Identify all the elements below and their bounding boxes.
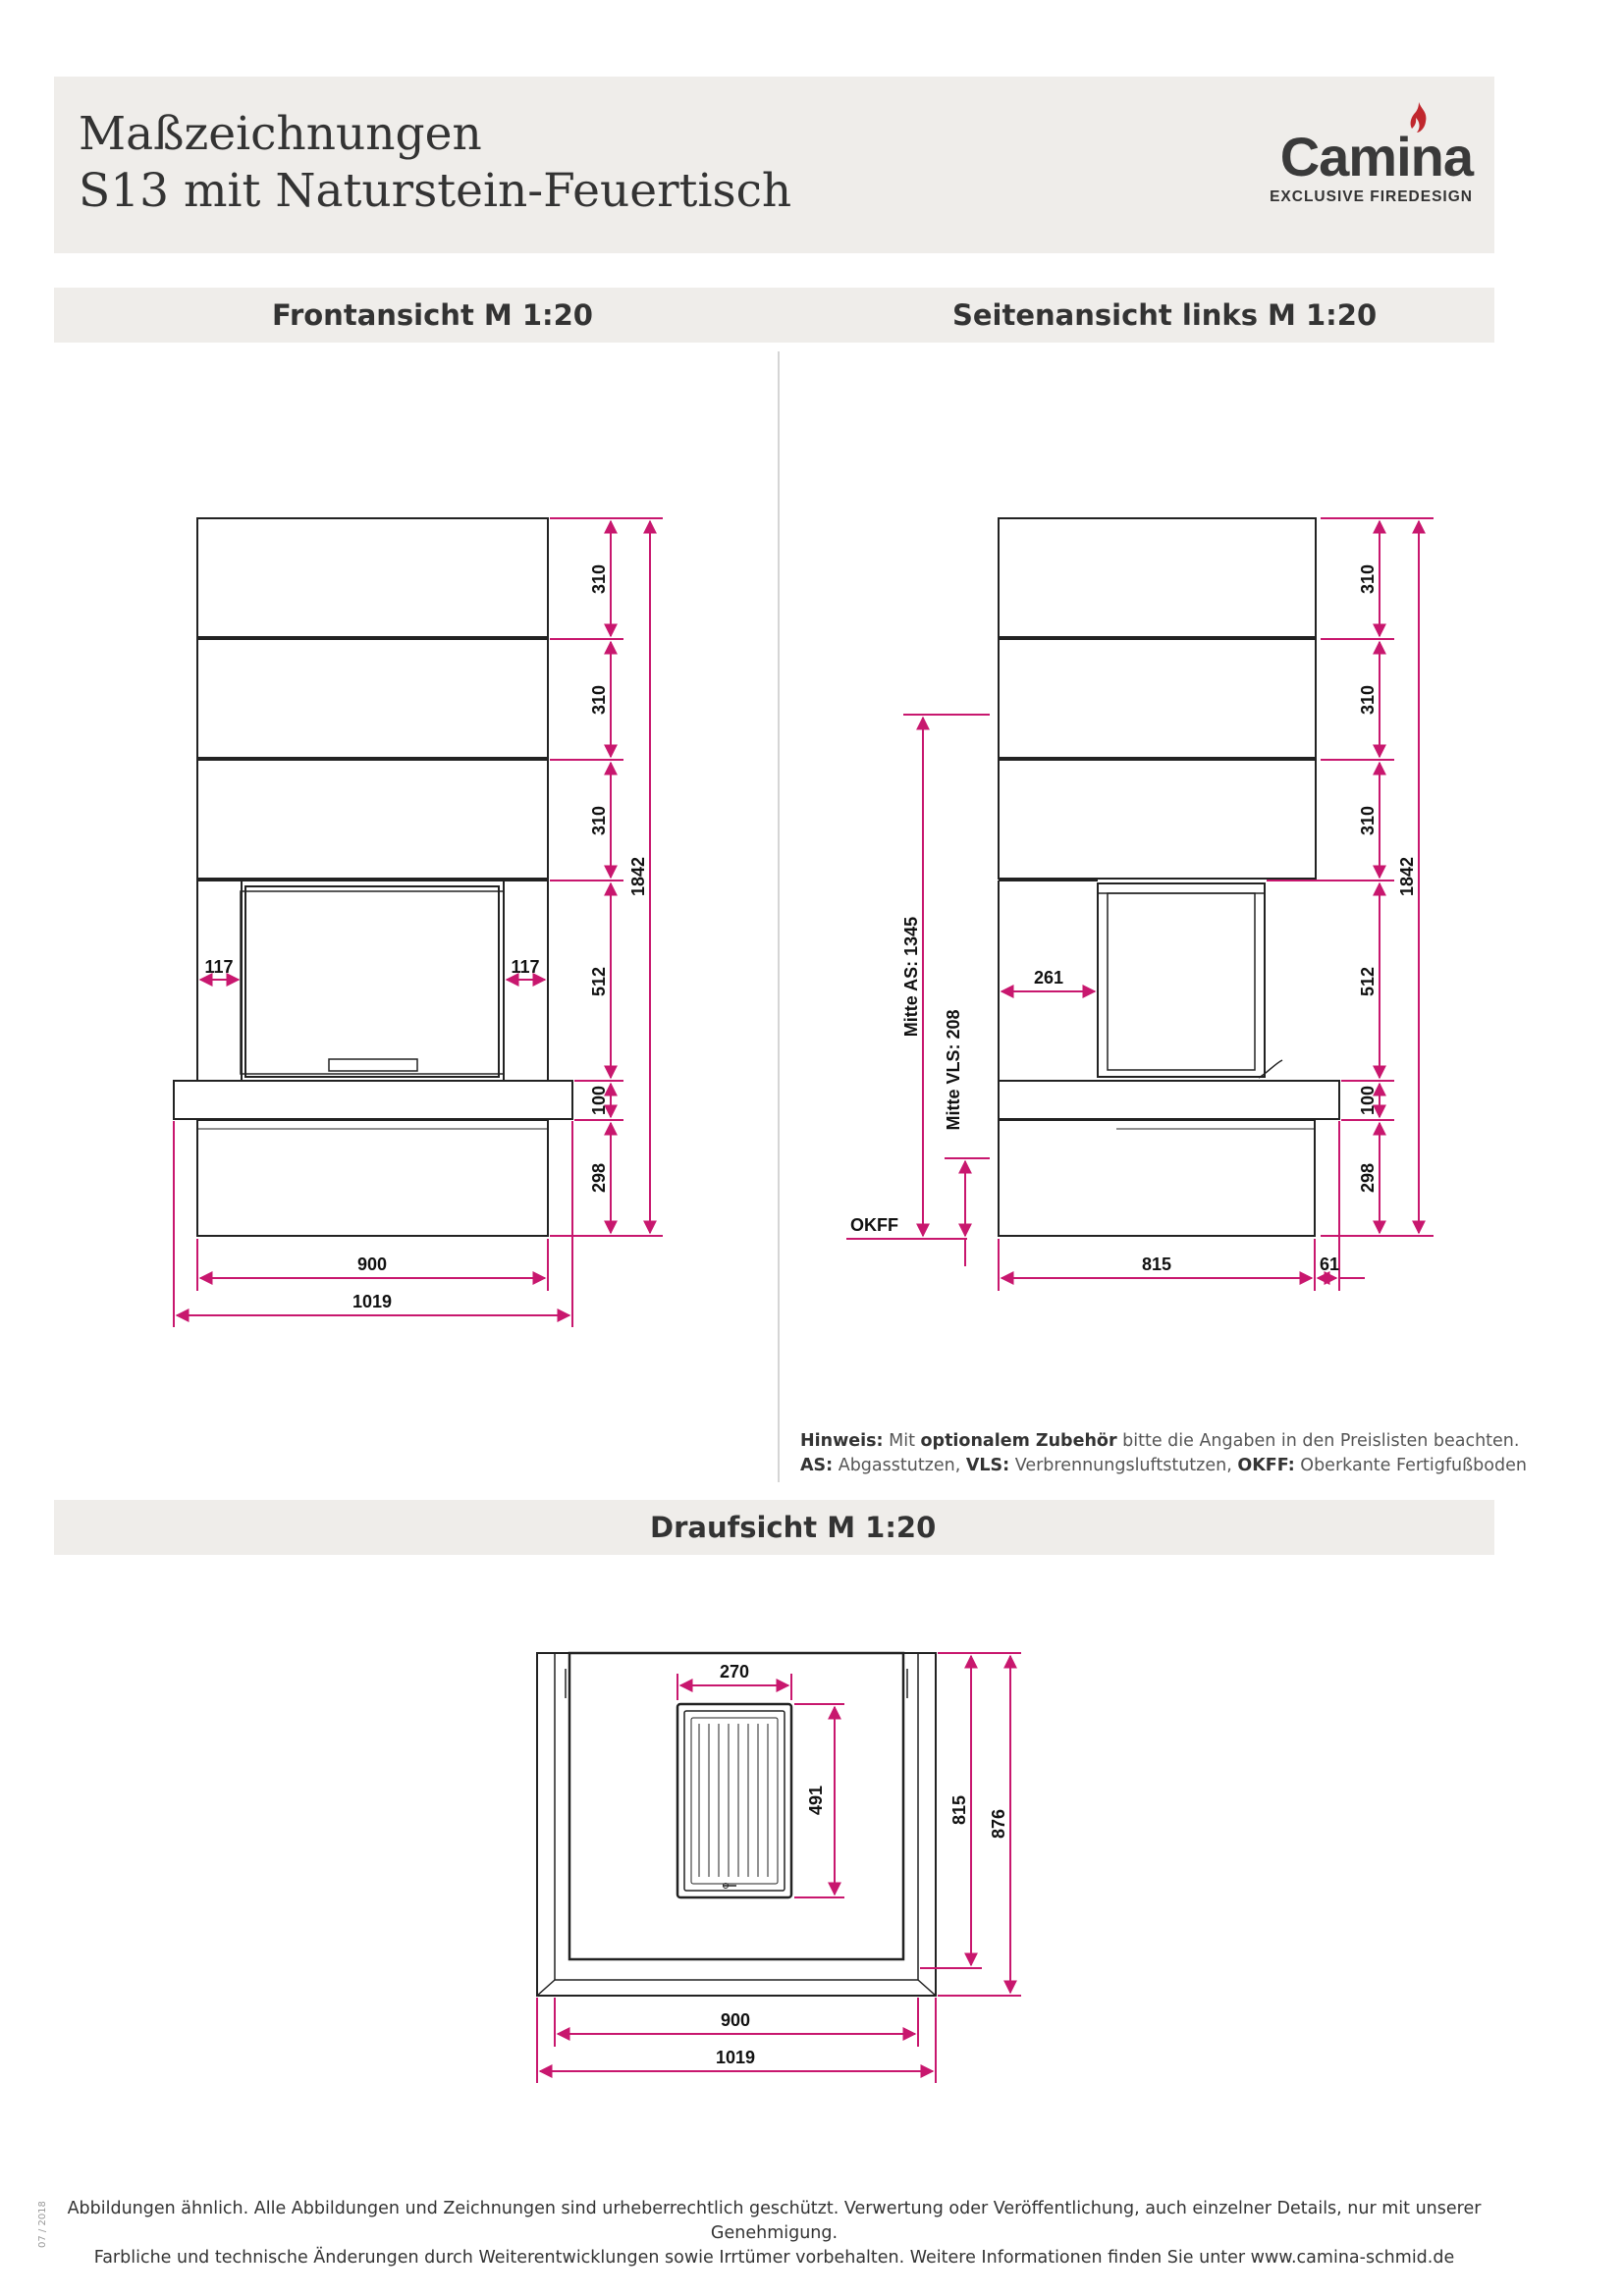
note-label-okff: OKFF: — [1237, 1456, 1295, 1475]
note-text-as: Abgasstutzen, — [833, 1456, 966, 1475]
front-dim-512: 512 — [589, 966, 609, 997]
side-dim-310-c: 310 — [1358, 805, 1378, 836]
side-view-drawing — [999, 518, 1339, 1236]
front-dim-900: 900 — [356, 1255, 388, 1274]
side-dim-298: 298 — [1358, 1162, 1378, 1194]
front-dim-1019: 1019 — [352, 1292, 393, 1311]
side-dim-1842: 1842 — [1397, 856, 1417, 897]
logo-wordmark: Camina — [1279, 126, 1473, 187]
note-label-hinweis: Hinweis: — [800, 1431, 884, 1451]
logo-tagline: EXCLUSIVE FIREDESIGN — [1270, 188, 1473, 205]
title-line-1: Maßzeichnungen — [79, 107, 482, 161]
front-view-drawing — [174, 518, 572, 1236]
top-dim-491: 491 — [806, 1785, 826, 1816]
note-line-2 — [800, 1454, 1527, 1478]
top-dim-900: 900 — [720, 2010, 751, 2030]
footer-disclaimer — [54, 2197, 1494, 2270]
top-view-drawing — [537, 1653, 936, 1996]
grate-lines — [699, 1724, 768, 1877]
note-label-as: AS: — [800, 1456, 834, 1475]
top-dim-815: 815 — [949, 1794, 969, 1826]
front-dim-117-right: 117 — [511, 957, 540, 977]
front-dim-298: 298 — [589, 1162, 609, 1194]
note-label-vls: VLS: — [965, 1456, 1010, 1475]
side-date-mark: 07 / 2018 — [37, 2201, 48, 2248]
note-text-okff: Oberkante Fertigfußboden — [1294, 1456, 1527, 1475]
top-view-dimensions — [537, 1653, 1021, 2083]
side-dim-310-a: 310 — [1358, 563, 1378, 595]
front-dim-310-c: 310 — [589, 805, 609, 836]
note-text-vls: Verbrennungsluftstutzen, — [1009, 1456, 1238, 1475]
side-okff-label: OKFF — [850, 1215, 898, 1235]
note-bold-zubehoer: optionalem Zubehör — [920, 1431, 1117, 1451]
side-mitte-as: Mitte AS: 1345 — [901, 916, 921, 1038]
note-line-1 — [800, 1429, 1527, 1454]
side-dim-512: 512 — [1358, 966, 1378, 997]
front-dim-310-b: 310 — [589, 684, 609, 716]
side-dim-100: 100 — [1358, 1085, 1378, 1116]
side-dim-815: 815 — [1141, 1255, 1172, 1274]
top-dim-876: 876 — [989, 1808, 1008, 1840]
footer-line-2: Farbliche und technische Änderungen durch Weiterentwicklungen sowie Irrtümer vorbehalten. Weitere Informationen finden Sie unter www.camina-schmid.de — [93, 2248, 1455, 2268]
side-view-title: Seitenansicht links M 1:20 — [952, 298, 1378, 332]
side-view-dimensions — [846, 518, 1434, 1291]
front-view-labels — [204, 564, 648, 1311]
title-line-2: S13 mit Naturstein-Feuertisch — [79, 164, 792, 218]
side-dim-310-b: 310 — [1358, 684, 1378, 716]
note-text-1a: Mit — [883, 1431, 921, 1451]
legend-note — [800, 1429, 1527, 1478]
top-dim-270: 270 — [719, 1662, 750, 1682]
footer-line-1: Abbildungen ähnlich. Alle Abbildungen und Zeichnungen sind urheberrechtlich geschützt. Verwertung oder Veröffentlichung, auch einzelner Details, nur mit unserer Genehmigung. — [67, 2199, 1482, 2243]
top-view-title: Draufsicht M 1:20 — [650, 1511, 937, 1544]
top-view-labels — [716, 1662, 1008, 2067]
side-dim-261: 261 — [1033, 968, 1064, 988]
note-text-1b: bitte die Angaben in den Preislisten beachten. — [1116, 1431, 1520, 1451]
side-mitte-vls: Mitte VLS: 208 — [944, 1009, 963, 1131]
front-dim-1842: 1842 — [628, 856, 648, 897]
top-dim-1019: 1019 — [715, 2048, 756, 2067]
side-view-labels — [850, 564, 1417, 1274]
front-dim-100: 100 — [589, 1085, 609, 1116]
front-dim-117-left: 117 — [204, 957, 234, 977]
front-view-title: Frontansicht M 1:20 — [272, 298, 593, 332]
front-dim-310-a: 310 — [589, 563, 609, 595]
side-dim-61: 61 — [1319, 1255, 1340, 1274]
